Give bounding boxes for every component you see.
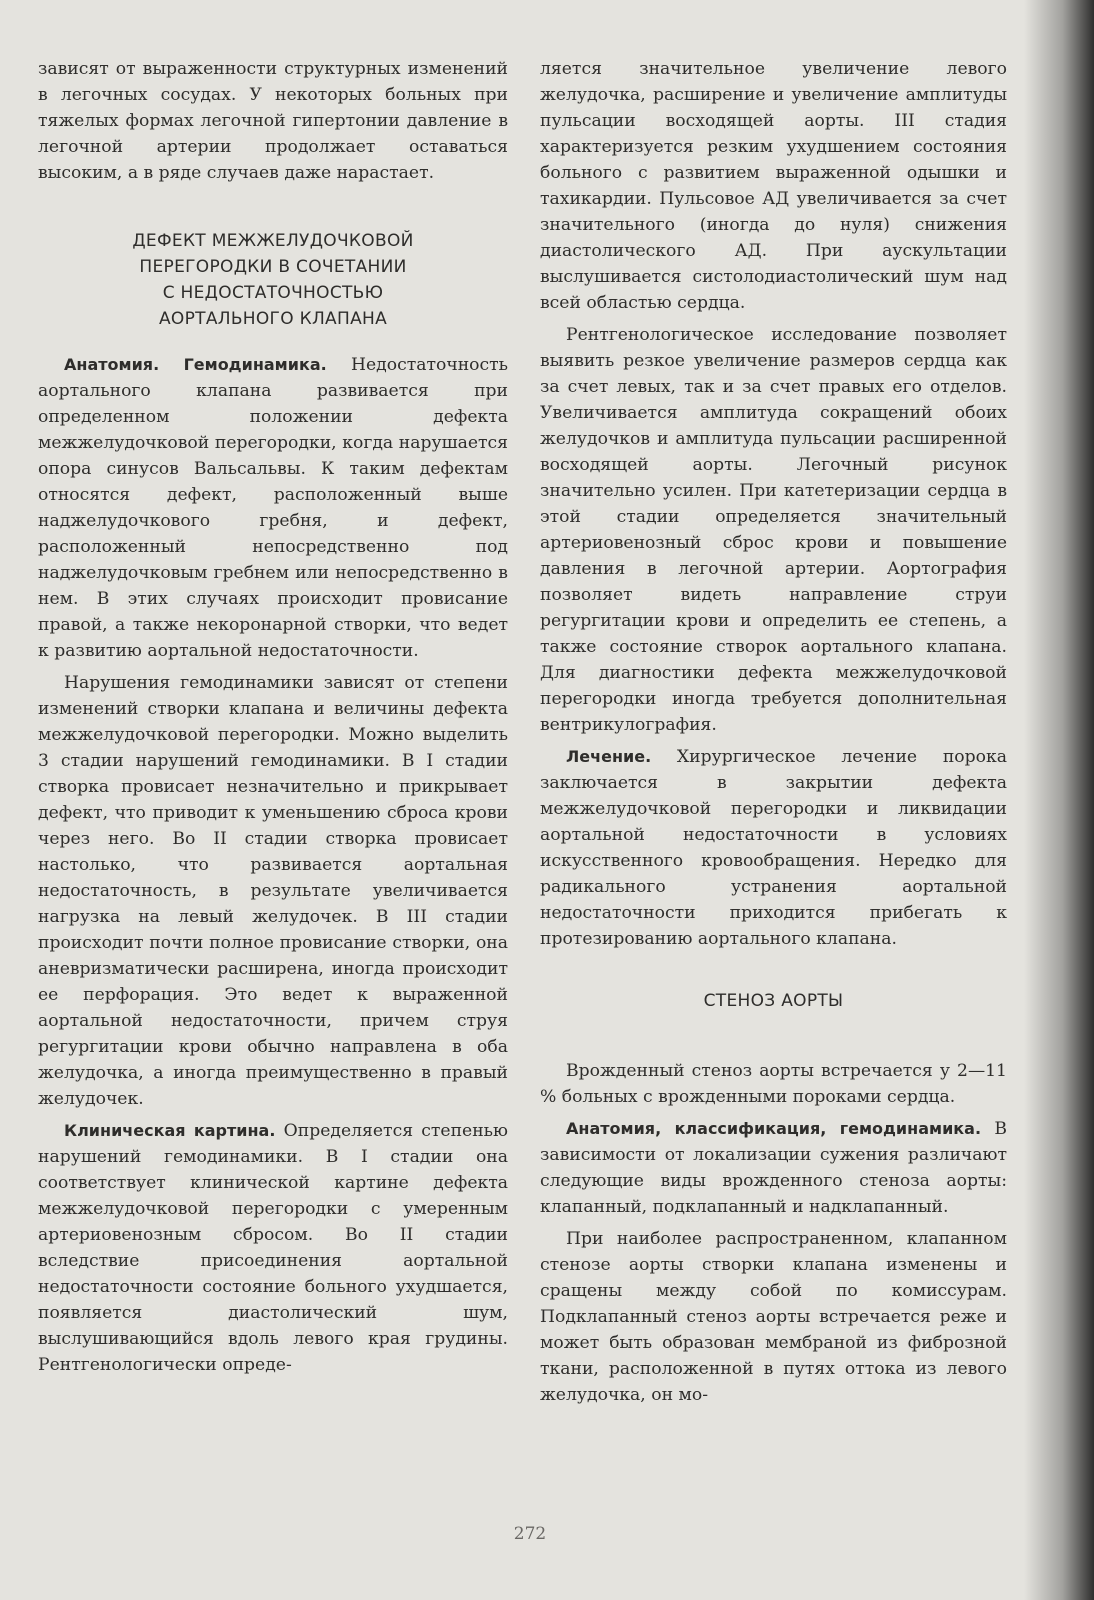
heading-line: ПЕРЕГОРОДКИ В СОЧЕТАНИИ [139,257,407,277]
paragraph-lead: Анатомия. Гемодинамика. [64,355,327,374]
heading-line: С НЕДОСТАТОЧНОСТЬЮ [162,283,384,303]
paragraph-text: Недостаточность аортального клапана развивается при определенном положении дефекта межжелудочковой перегородки, когда нарушается опора синусов Вальсальвы. К таким дефектам относятся дефект, расположенный выше наджелудочкового гребня, и дефект, расположенный непосредственно под наджелудочковым гребнем или непосредственно в нем. В этих случаях происходит провисание правой, а также некоронарной створки, что ведет к развитию аортальной недостаточности. [38,355,508,661]
paragraph-hemodynamics: Нарушения гемодинамики зависят от степени изменений створки клапана и величины дефекта межжелудочковой перегородки. Можно выделить 3 стадии нарушений гемодинамики. В I стадии створка провисает незначительно и прикрывает дефект, что приводит к уменьшению сброса крови через него. Во II стадии створка провисает настолько, что развивается аортальная недостаточность, в результате увеличивается нагрузка на левый желудочек. В III стадии происходит почти полное провисание створки, она аневризматически расширена, иногда происходит ее перфорация. Это ведет к выраженной аортальной недостаточности, причем струя регургитации крови обычно направлена в оба желудочка, а иногда преимущественно в правый желудочек. [38,673,508,1109]
paragraph-text: В зависимости от локализации сужения различают следующие виды врожденного стеноза аорты: клапанный, подклапанный и надклапанный. [540,1119,1007,1217]
scan-edge-shadow [1024,0,1094,1600]
paragraph-anatomy [38,352,508,664]
paragraph-lead: Клиническая картина. [64,1121,276,1140]
paragraph-continuation: ляется значительное увеличение левого желудочка, расширение и увеличение амплитуды пульсации восходящей аорты. III стадия характеризуется резким ухудшением состояния больного с развитием выраженной одышки и тахикардии. Пульсовое АД увеличивается за счет значительного (иногда до нуля) снижения диастолического АД. При аускультации выслушивается систолодиастолический шум над всей областью сердца. [540,59,1007,313]
paragraph-text: Хирургическое лечение порока заключается в закрытии дефекта межжелудочковой перегородки и ликвидации аортальной недостаточности в условиях искусственного кровообращения. Нередко для радикального устранения аортальной недостаточности приходится прибегать к протезированию аортального клапана. [540,747,1007,949]
section-heading-aortic-stenosis: СТЕНОЗ АОРТЫ [703,991,844,1011]
right-column [540,56,1007,1408]
intro-paragraph: зависят от выраженности структурных изменений в легочных сосудах. У некоторых больных при тяжелых формах легочной гипертонии давление в легочной артерии продолжает оставаться высоким, а в ряде случаев даже нарастает. [38,59,508,183]
paragraph-treatment [540,744,1007,952]
left-column [38,56,508,1378]
paragraph-text: Определяется степенью нарушений гемодинамики. В I стадии она соответствует клинической картине дефекта межжелудочковой перегородки с умеренным артериовенозным сбросом. Во II стадии вследствие присоединения аортальной недостаточности состояние больного ухудшается, появляется диастолический шум, выслушивающийся вдоль левого края грудины. Рентгенологически опреде- [38,1121,508,1375]
paragraph-clinical [38,1118,508,1378]
paragraph-radiology: Рентгенологическое исследование позволяет выявить резкое увеличение размеров сердца как за счет левых, так и за счет правых его отделов. Увеличивается амплитуда сокращений обоих желудочков и амплитуда пульсации расширенной восходящей аорты. Легочный рисунок значительно усилен. При катетеризации сердца в этой стадии определяется значительный артериовенозный сброс крови и повышение давления в легочной артерии. Аортография позволяет видеть направление струи регургитации крови и определить ее степень, а также состояние створок аортального клапана. Для диагностики дефекта межжелудочковой перегородки иногда требуется дополнительная вентрикулография. [540,325,1007,735]
paragraph-lead: Анатомия, классификация, гемодинамика. [566,1119,982,1138]
heading-line: АОРТАЛЬНОГО КЛАПАНА [158,309,388,329]
paragraph-incidence: Врожденный стеноз аорты встречается у 2—11 % больных с врожденными пороками сердца. [540,1061,1007,1107]
page-number: 272 [513,1524,547,1544]
paragraph-valvular: При наиболее распространенном, клапанном стенозе аорты створки клапана изменены и сращены между собой по комиссурам. Подклапанный стеноз аорты встречается реже и может быть образован мембраной из фиброзной ткани, расположенной в путях оттока из левого желудочка, он мо- [540,1229,1007,1405]
section-heading-vsd-ai [58,228,488,332]
paragraph-lead: Лечение. [566,747,652,766]
paragraph-classification [540,1116,1007,1220]
heading-line: ДЕФЕКТ МЕЖЖЕЛУДОЧКОВОЙ [132,231,414,251]
